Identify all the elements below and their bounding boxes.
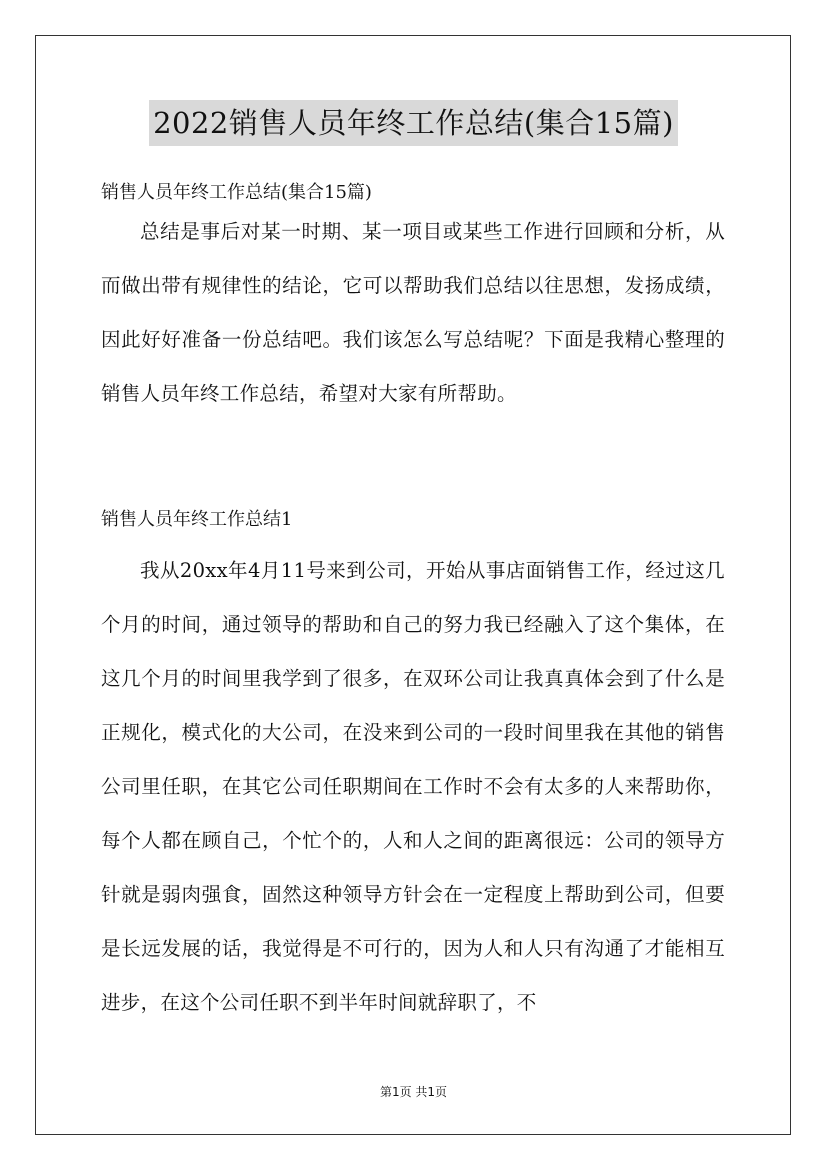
document-subtitle: 销售人员年终工作总结(集合15篇) <box>101 182 372 203</box>
document-title <box>0 100 827 146</box>
section-body-paragraph: 我从20xx年4月11号来到公司，开始从事店面销售工作，经过这几个月的时间，通过领导的帮助和自己的努力我已经融入了这个集体，在这几个月的时间里我学到了很多，在双环公司让我真真体会到了什么是正规化，模式化的大公司，在没来到公司的一段时间里我在其他的销售公司里任职，在其它公司任职期间在工作时不会有太多的人来帮助你，每个人都在顾自己，个忙个的，人和人之间的距离很远：公司的领导方针就是弱肉强食，固然这种领导方针会在一定程度上帮助到公司，但要是长远发展的话，我觉得是不可行的，因为人和人只有沟通了才能相互进步，在这个公司任职不到半年时间就辞职了，不 <box>101 559 725 1014</box>
page-footer: 第1页 共1页 <box>379 1085 448 1099</box>
section-heading: 销售人员年终工作总结1 <box>101 509 293 530</box>
intro-paragraph: 总结是事后对某一时期、某一项目或某些工作进行回顾和分析，从而做出带有规律性的结论，它可以帮助我们总结以往思想，发扬成绩，因此好好准备一份总结吧。我们该怎么写总结呢？下面是我精心整理的销售人员年终工作总结，希望对大家有所帮助。 <box>101 220 725 405</box>
document-title-text: 2022销售人员年终工作总结(集合15篇) <box>149 100 678 146</box>
